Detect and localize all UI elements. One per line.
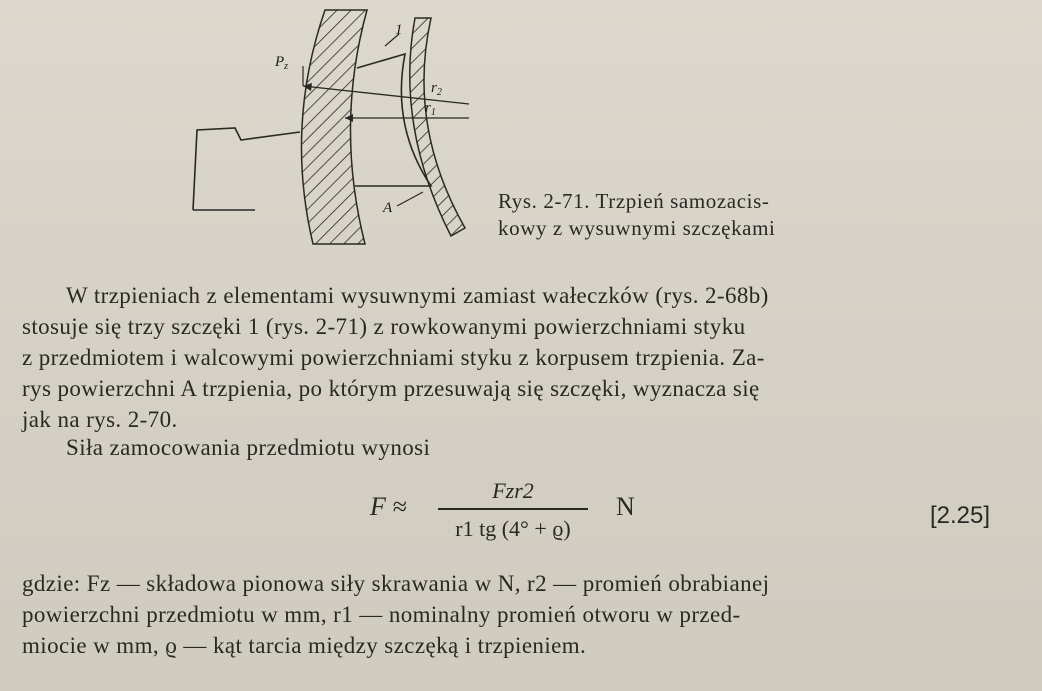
label-r2: $r_2$ <box>431 80 442 98</box>
equation-number: [2.25] <box>930 502 991 529</box>
paragraph-definitions <box>22 568 1027 661</box>
paragraph-jaws <box>22 280 1027 435</box>
formula-denominator: r1 tg (4° + ϱ) <box>455 516 571 541</box>
caption-line: kowy z wysuwnymi szczękami <box>498 216 776 240</box>
formula-fraction <box>438 476 588 544</box>
paragraph-line: rys powierzchni A trzpienia, po którym przesuwają się szczęki, wyznacza się <box>22 376 760 401</box>
formula-2-25 <box>370 476 1010 556</box>
formula-lead-text: Siła zamocowania przedmiotu wynosi <box>66 435 431 460</box>
paragraph-line: z przedmiotem i walcowymi powierzchniami styku z korpusem trzpienia. Za- <box>22 345 765 370</box>
paragraph-line: W trzpieniach z elementami wysuwnymi zamiast wałeczków (rys. 2-68b) <box>66 283 769 308</box>
paragraph-line: jak na rys. 2-70. <box>22 407 178 432</box>
figure-caption <box>498 188 898 242</box>
formula-numerator: Fzr2 <box>492 478 534 503</box>
self-clamping-mandrel-drawing <box>185 6 485 256</box>
fraction-bar <box>438 508 588 510</box>
formula-unit: N <box>616 492 635 521</box>
hatched-body <box>301 10 367 244</box>
paragraph-line: stosuje się trzy szczęki 1 (rys. 2-71) z rowkowanymi powierzchniami styku <box>22 314 746 339</box>
figure-2-71 <box>185 6 485 256</box>
workpiece-block <box>193 128 300 210</box>
paragraph-line: gdzie: Fz — składowa pionowa siły skrawania w N, r2 — promień obrabianej <box>22 571 770 596</box>
label-a: A <box>383 200 393 216</box>
outer-hatched-ring <box>410 18 465 236</box>
paragraph-line: powierzchni przedmiotu w mm, r1 — nominalny promień otworu w przed- <box>22 602 741 627</box>
formula-lhs: F ≈ <box>370 492 407 521</box>
label-pz: $P_z$ <box>275 54 289 72</box>
paragraph-line: miocie w mm, ϱ — kąt tarcia między szczęką i trzpieniem. <box>22 633 587 658</box>
label-1: 1 <box>395 22 403 38</box>
label-r1: $r_1$ <box>425 100 436 118</box>
caption-line: Rys. 2-71. Trzpień samozacis- <box>498 189 770 213</box>
